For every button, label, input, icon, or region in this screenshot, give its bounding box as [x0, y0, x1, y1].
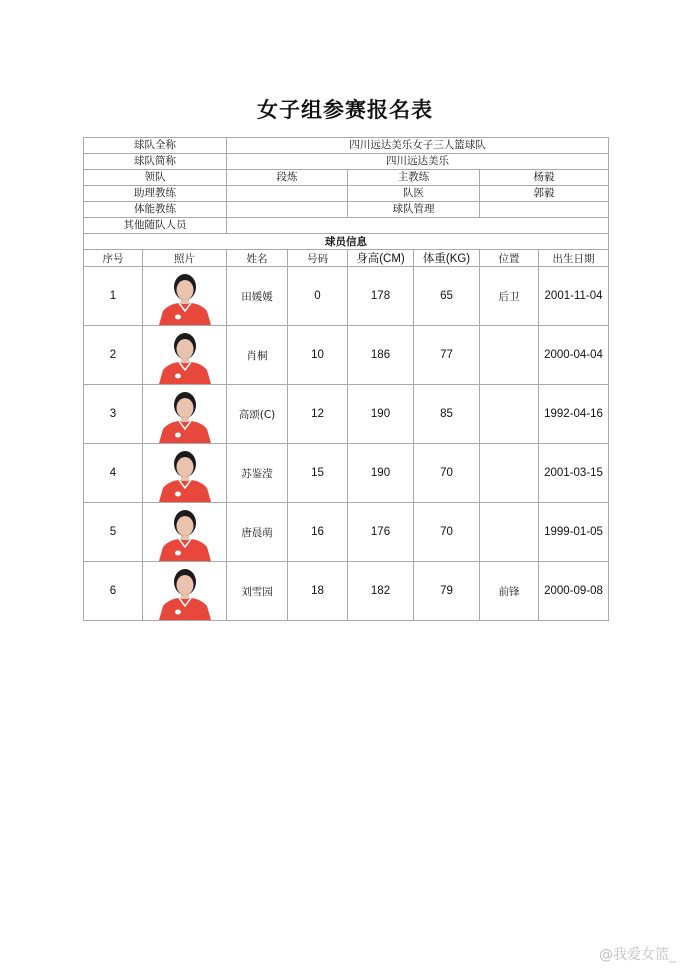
face-shape	[176, 280, 193, 300]
player-photo	[143, 267, 227, 326]
player-row	[84, 503, 609, 562]
player-portrait	[155, 444, 215, 502]
jersey-shape	[159, 421, 211, 443]
other-staff-value	[227, 218, 609, 234]
player-number: 16	[288, 503, 348, 562]
player-position	[480, 444, 539, 503]
player-position: 前锋	[480, 562, 539, 621]
player-portrait	[155, 562, 215, 620]
player-birthdate: 2001-11-04	[539, 267, 609, 326]
player-row	[84, 444, 609, 503]
player-no: 2	[84, 326, 143, 385]
portrait-graphic	[155, 326, 215, 384]
leader-value: 段炼	[227, 170, 348, 186]
page-title: 女子组参赛报名表	[257, 98, 433, 122]
jersey-shape	[159, 480, 211, 502]
player-weight: 70	[414, 503, 480, 562]
player-no: 6	[84, 562, 143, 621]
player-name: 刘雪园	[227, 562, 288, 621]
player-birthdate: 1999-01-05	[539, 503, 609, 562]
player-number: 10	[288, 326, 348, 385]
player-name: 唐晨萌	[227, 503, 288, 562]
player-name: 肖桐	[227, 326, 288, 385]
assistant-coach-value	[227, 186, 348, 202]
column-header-photo: 照片	[143, 250, 227, 267]
weibo-watermark: @我爱女篮_	[599, 947, 676, 963]
player-row	[84, 385, 609, 444]
player-number: 15	[288, 444, 348, 503]
player-position: 后卫	[480, 267, 539, 326]
player-photo	[143, 385, 227, 444]
player-row	[84, 326, 609, 385]
face-shape	[176, 457, 193, 477]
player-portrait	[155, 326, 215, 384]
player-number: 12	[288, 385, 348, 444]
player-birthdate: 2000-09-08	[539, 562, 609, 621]
player-number: 18	[288, 562, 348, 621]
portrait-graphic	[155, 503, 215, 561]
player-name: 苏鉴滢	[227, 444, 288, 503]
players-section-header: 球员信息	[84, 234, 609, 250]
jersey-logo	[175, 374, 181, 379]
player-height: 178	[348, 267, 414, 326]
player-row	[84, 562, 609, 621]
team-full-name-label: 球队全称	[84, 138, 227, 154]
fitness-coach-value	[227, 202, 348, 218]
leader-label: 领队	[84, 170, 227, 186]
column-header-weight: 体重(KG)	[414, 250, 480, 267]
player-weight: 70	[414, 444, 480, 503]
player-weight: 77	[414, 326, 480, 385]
team-manager-value	[480, 202, 609, 218]
player-weight: 65	[414, 267, 480, 326]
jersey-logo	[175, 433, 181, 438]
player-weight: 85	[414, 385, 480, 444]
player-portrait	[155, 385, 215, 443]
column-header-number: 号码	[288, 250, 348, 267]
team-doctor-value: 郭毅	[480, 186, 609, 202]
player-photo	[143, 326, 227, 385]
assistant-coach-label: 助理教练	[84, 186, 227, 202]
face-shape	[176, 516, 193, 536]
column-header-name: 姓名	[227, 250, 288, 267]
player-birthdate: 2000-04-04	[539, 326, 609, 385]
fitness-coach-label: 体能教练	[84, 202, 227, 218]
portrait-graphic	[155, 444, 215, 502]
portrait-graphic	[155, 267, 215, 325]
team-short-name-value: 四川远达美乐	[227, 154, 609, 170]
player-name: 高颂(C)	[227, 385, 288, 444]
column-header-birthdate: 出生日期	[539, 250, 609, 267]
player-no: 4	[84, 444, 143, 503]
face-shape	[176, 575, 193, 595]
jersey-logo	[175, 551, 181, 556]
player-weight: 79	[414, 562, 480, 621]
player-height: 176	[348, 503, 414, 562]
jersey-logo	[175, 492, 181, 497]
player-height: 190	[348, 444, 414, 503]
column-header-height: 身高(CM)	[348, 250, 414, 267]
team-short-name-label: 球队简称	[84, 154, 227, 170]
player-height: 182	[348, 562, 414, 621]
player-photo	[143, 444, 227, 503]
jersey-shape	[159, 362, 211, 384]
player-number: 0	[288, 267, 348, 326]
jersey-shape	[159, 598, 211, 620]
player-name: 田媛媛	[227, 267, 288, 326]
player-birthdate: 1992-04-16	[539, 385, 609, 444]
player-row	[84, 267, 609, 326]
face-shape	[176, 339, 193, 359]
jersey-logo	[175, 610, 181, 615]
player-column-headers	[84, 250, 609, 267]
column-header-position: 位置	[480, 250, 539, 267]
team-full-name-value: 四川远达美乐女子三人篮球队	[227, 138, 609, 154]
player-position	[480, 326, 539, 385]
player-height: 190	[348, 385, 414, 444]
player-photo	[143, 562, 227, 621]
portrait-graphic	[155, 562, 215, 620]
jersey-shape	[159, 539, 211, 561]
player-no: 3	[84, 385, 143, 444]
player-height: 186	[348, 326, 414, 385]
player-portrait	[155, 267, 215, 325]
player-no: 5	[84, 503, 143, 562]
player-no: 1	[84, 267, 143, 326]
column-header-no: 序号	[84, 250, 143, 267]
player-portrait	[155, 503, 215, 561]
other-staff-label: 其他随队人员	[84, 218, 227, 234]
team-manager-label: 球队管理	[348, 202, 480, 218]
team-doctor-label: 队医	[348, 186, 480, 202]
player-position	[480, 385, 539, 444]
face-shape	[176, 398, 193, 418]
jersey-logo	[175, 315, 181, 320]
player-photo	[143, 503, 227, 562]
jersey-shape	[159, 303, 211, 325]
player-birthdate: 2001-03-15	[539, 444, 609, 503]
head-coach-value: 杨毅	[480, 170, 609, 186]
head-coach-label: 主教练	[348, 170, 480, 186]
registration-form-table	[83, 137, 609, 621]
portrait-graphic	[155, 385, 215, 443]
player-position	[480, 503, 539, 562]
